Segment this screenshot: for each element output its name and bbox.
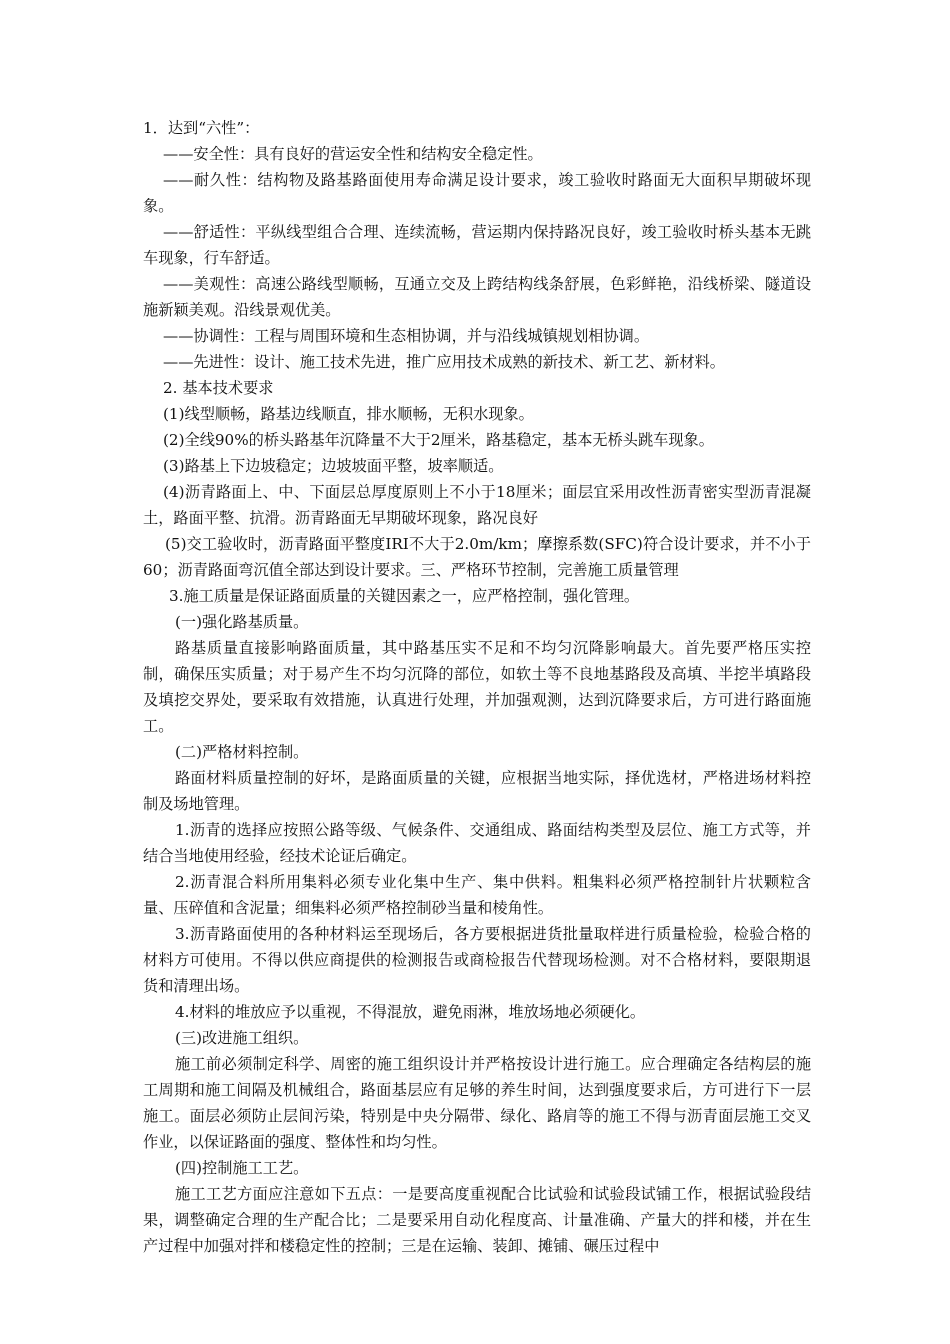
requirement-5: (5)交工验收时，沥青路面平整度IRI不大于2.0m/km；摩擦系数(SFC)符合设计要求，并不小于60；沥青路面弯沉值全部达到设计要求。三、严格环节控制，完善施工质量管理 (143, 535, 811, 579)
item-durability: ——耐久性：结构物及路基路面使用寿命满足设计要求，竣工验收时路面无大面积早期破坏现象。 (143, 171, 811, 215)
requirement-2: (2)全线90%的桥头路基年沉降量不大于2厘米，路基稳定，基本无桥头跳车现象。 (163, 431, 714, 449)
material-item-2: 2.沥青混合料所用集料必须专业化集中生产、集中供料。粗集料必须严格控制针片状颗粒含量、压碎值和含泥量；细集料必须严格控制砂当量和棱角性。 (143, 873, 811, 917)
heading-subgrade-quality: (一)强化路基质量。 (175, 613, 309, 631)
requirement-1: (1)线型顺畅，路基边线顺直，排水顺畅，无积水现象。 (163, 405, 534, 423)
document-body (143, 115, 811, 1259)
material-item-1: 1.沥青的选择应按照公路等级、气候条件、交通组成、路面结构类型及层位、施工方式等，并结合当地使用经验，经技术论证后确定。 (143, 821, 811, 865)
heading-material-control: (二)严格材料控制。 (175, 743, 309, 761)
item-aesthetics: ——美观性：高速公路线型顺畅，互通立交及上跨结构线条舒展，色彩鲜艳，沿线桥梁、隧道设施新颖美观。沿线景观优美。 (143, 275, 811, 319)
heading-six-properties: 1．达到“六性”： (143, 119, 260, 137)
requirement-4: (4)沥青路面上、中、下面层总厚度原则上不小于18厘米；面层宜采用改性沥青密实型沥青混凝土，路面平整、抗滑。沥青路面无早期破坏现象，路况良好 (143, 483, 811, 527)
paragraph-construction-quality: 3.施工质量是保证路面质量的关键因素之一，应严格控制，强化管理。 (169, 587, 640, 605)
paragraph-material-control: 路面材料质量控制的好坏，是路面质量的关键，应根据当地实际，择优选材，严格进场材料控制及场地管理。 (143, 769, 811, 813)
material-item-3: 3.沥青路面使用的各种材料运至现场后，各方要根据进货批量取样进行质量检验，检验合格的材料方可使用。不得以供应商提供的检测报告或商检报告代替现场检测。对不合格材料，要限期退货和清理出场。 (143, 925, 811, 995)
heading-construction-organization: (三)改进施工组织。 (175, 1029, 309, 1047)
item-safety: ——安全性：具有良好的营运安全性和结构安全稳定性。 (163, 145, 543, 163)
heading-process-control: (四)控制施工工艺。 (175, 1159, 309, 1177)
item-advancement: ——先进性：设计、施工技术先进，推广应用技术成熟的新技术、新工艺、新材料。 (163, 353, 725, 371)
item-comfort: ——舒适性：平纵线型组合合理、连续流畅，营运期内保持路况良好，竣工验收时桥头基本无跳车现象，行车舒适。 (143, 223, 811, 267)
paragraph-process-control: 施工工艺方面应注意如下五点：一是要高度重视配合比试验和试验段试铺工作，根据试验段结果，调整确定合理的生产配合比；二是要采用自动化程度高、计量准确、产量大的拌和楼，并在生产过程中加强对拌和楼稳定性的控制；三是在运输、装卸、摊铺、碾压过程中 (143, 1185, 811, 1255)
item-harmony: ——协调性：工程与周围环境和生态相协调，并与沿线城镇规划相协调。 (163, 327, 649, 345)
paragraph-construction-organization: 施工前必须制定科学、周密的施工组织设计并严格按设计进行施工。应合理确定各结构层的施工周期和施工间隔及机械组合，路面基层应有足够的养生时间，达到强度要求后，方可进行下一层施工。面层必须防止层间污染，特别是中央分隔带、绿化、路肩等的施工不得与沥青面层施工交叉作业，以保证路面的强度、整体性和均匀性。 (143, 1055, 811, 1151)
paragraph-subgrade-quality: 路基质量直接影响路面质量，其中路基压实不足和不均匀沉降影响最大。首先要严格压实控制，确保压实质量；对于易产生不均匀沉降的部位，如软土等不良地基路段及高填、半挖半填路段及填挖交界处，要采取有效措施，认真进行处理，并加强观测，达到沉降要求后，方可进行路面施工。 (143, 639, 811, 735)
heading-basic-technical-requirements: 2. 基本技术要求 (163, 379, 274, 397)
material-item-4: 4.材料的堆放应予以重视，不得混放，避免雨淋，堆放场地必须硬化。 (175, 1003, 646, 1021)
requirement-3: (3)路基上下边坡稳定；边坡坡面平整，坡率顺适。 (163, 457, 504, 475)
